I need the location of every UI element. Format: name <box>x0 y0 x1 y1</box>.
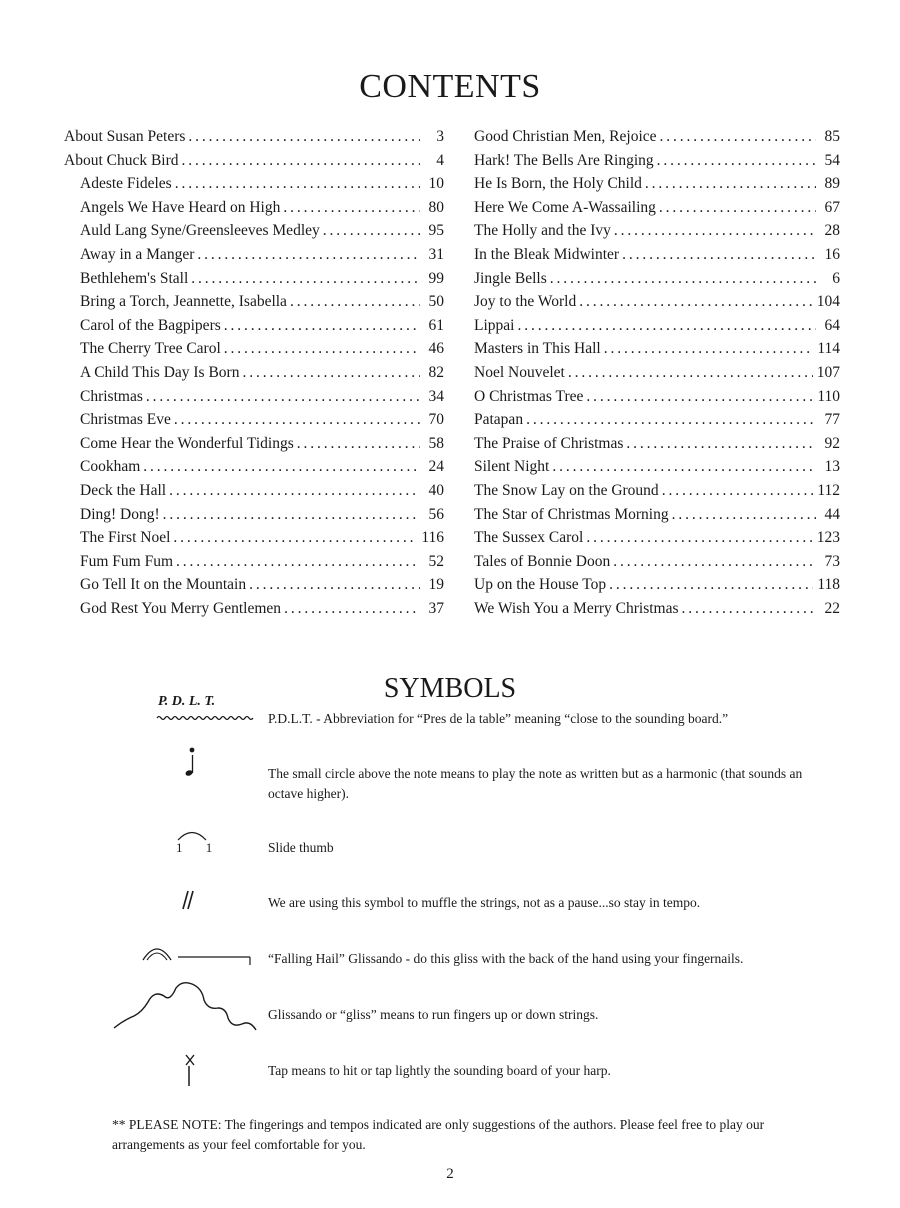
toc-entry <box>474 482 840 506</box>
toc-entry-title: The Cherry Tree Carol <box>80 340 221 358</box>
page-number: 2 <box>446 1166 454 1182</box>
please-note: ** PLEASE NOTE: The fingerings and tempos indicated are only suggestions of the authors. Please feel free to play our arrangements as your feel comfortable for you. <box>112 1117 765 1152</box>
toc-entry-page: 82 <box>428 363 444 381</box>
muffle-slash-icon <box>180 888 196 912</box>
toc-entry <box>474 340 840 364</box>
toc-entry-page: 114 <box>817 340 840 358</box>
toc-entry-title: Auld Lang Syne/Greensleeves Medley <box>80 222 320 240</box>
toc-entry <box>474 458 840 482</box>
toc-entry-page: 44 <box>824 505 840 523</box>
toc-entry <box>474 576 840 600</box>
toc-entry <box>474 152 840 176</box>
toc-leader-dots <box>197 246 420 264</box>
toc-entry-page: 31 <box>428 245 444 263</box>
toc-leader-dots <box>657 152 816 170</box>
toc-leader-dots <box>224 340 420 358</box>
toc-entry <box>474 317 840 341</box>
toc-right-column <box>474 128 840 623</box>
toc-entry-title: The Holly and the Ivy <box>474 222 611 240</box>
toc-leader-dots <box>249 576 420 594</box>
toc-entry-page: 67 <box>824 198 840 216</box>
toc-entry-title: Christmas Eve <box>80 411 171 429</box>
toc-entry <box>64 152 444 176</box>
toc-entry <box>64 600 444 624</box>
symbol-description-muffle: We are using this symbol to muffle the strings, not as a pause...so stay in tempo. <box>268 895 701 910</box>
toc-entry-page: 123 <box>816 529 840 547</box>
toc-entry-title: Ding! Dong! <box>80 505 160 523</box>
toc-entry-title: The Star of Christmas Morning <box>474 505 669 523</box>
toc-leader-dots <box>174 411 420 429</box>
toc-entry-title: The First Noel <box>80 529 171 547</box>
toc-leader-dots <box>224 317 420 335</box>
toc-entry-page: 10 <box>428 175 444 193</box>
glissando-wave-icon <box>110 978 262 1038</box>
toc-entry <box>474 222 840 246</box>
toc-leader-dots <box>586 529 812 547</box>
toc-entry-page: 34 <box>428 387 444 405</box>
toc-entry <box>64 246 444 270</box>
toc-entry <box>474 175 840 199</box>
toc-leader-dots <box>672 506 816 524</box>
toc-leader-dots <box>146 388 420 406</box>
symbol-description-glissando: Glissando or “gliss” means to run fingers up or down strings. <box>268 1007 599 1022</box>
toc-entry <box>64 175 444 199</box>
toc-entry-title: We Wish You a Merry Christmas <box>474 599 679 617</box>
toc-entry-page: 70 <box>428 411 444 429</box>
toc-leader-dots <box>283 199 420 217</box>
toc-entry-page: 4 <box>436 151 444 169</box>
symbol-description-slide-thumb: Slide thumb <box>268 840 334 855</box>
toc-entry <box>64 222 444 246</box>
toc-entry-title: About Susan Peters <box>64 128 186 145</box>
falling-hail-icon <box>140 942 254 966</box>
toc-entry-page: 6 <box>832 269 840 287</box>
toc-entry-title: Christmas <box>80 387 143 405</box>
toc-entry <box>64 270 444 294</box>
toc-leader-dots <box>169 482 420 500</box>
toc-entry-page: 116 <box>421 529 444 547</box>
toc-entry-title: O Christmas Tree <box>474 387 584 405</box>
toc-entry-title: Bethlehem's Stall <box>80 269 189 287</box>
toc-leader-dots <box>290 293 420 311</box>
toc-entry-title: Good Christian Men, Rejoice <box>474 128 657 145</box>
toc-entry-title: Carol of the Bagpipers <box>80 316 221 334</box>
toc-entry <box>474 364 840 388</box>
toc-entry <box>64 529 444 553</box>
toc-entry-page: 19 <box>428 576 444 594</box>
toc-leader-dots <box>242 364 420 382</box>
toc-leader-dots <box>323 222 420 240</box>
toc-entry-page: 89 <box>824 175 840 193</box>
toc-leader-dots <box>552 458 816 476</box>
toc-leader-dots <box>517 317 816 335</box>
toc-entry-title: The Praise of Christmas <box>474 434 624 452</box>
toc-entry <box>64 576 444 600</box>
toc-entry-title: Hark! The Bells Are Ringing <box>474 151 654 169</box>
symbol-description-tap: Tap means to hit or tap lightly the sounding board of your harp. <box>268 1063 611 1078</box>
toc-leader-dots <box>622 246 816 264</box>
toc-entry-title: Up on the House Top <box>474 576 607 594</box>
contents-title: CONTENTS <box>359 68 541 105</box>
toc-entry <box>474 600 840 624</box>
toc-entry-page: 37 <box>428 599 444 617</box>
toc-entry-page: 112 <box>817 481 840 499</box>
toc-leader-dots <box>188 128 420 146</box>
toc-entry-title: Noel Nouvelet <box>474 363 565 381</box>
toc-entry <box>474 293 840 317</box>
toc-leader-dots <box>284 600 420 618</box>
toc-entry-page: 52 <box>428 552 444 570</box>
toc-entry-title: He Is Born, the Holy Child <box>474 175 642 193</box>
toc-entry <box>64 128 444 152</box>
toc-entry-page: 16 <box>824 245 840 263</box>
toc-entry-page: 46 <box>428 340 444 358</box>
toc-leader-dots <box>297 435 420 453</box>
toc-entry-page: 77 <box>824 411 840 429</box>
toc-leader-dots <box>660 128 816 146</box>
toc-entry-page: 13 <box>824 458 840 476</box>
toc-leader-dots <box>613 553 816 571</box>
toc-entry <box>64 317 444 341</box>
toc-entry-page: 61 <box>428 316 444 334</box>
toc-entry <box>64 435 444 459</box>
toc-left-column <box>64 128 444 623</box>
toc-entry-page: 118 <box>817 576 840 594</box>
toc-entry-title: Joy to the World <box>474 293 577 311</box>
toc-entry-page: 54 <box>824 151 840 169</box>
toc-entry <box>474 435 840 459</box>
symbols-title: SYMBOLS <box>383 673 517 704</box>
toc-entry-page: 107 <box>816 363 840 381</box>
toc-entry-page: 104 <box>816 293 840 311</box>
toc-entry-title: Fum Fum Fum <box>80 552 174 570</box>
toc-entry-title: The Snow Lay on the Ground <box>474 481 659 499</box>
toc-entry <box>474 246 840 270</box>
pdlt-wavy-line-icon <box>156 714 254 722</box>
toc-entry-title: Masters in This Hall <box>474 340 601 358</box>
toc-leader-dots <box>550 270 816 288</box>
toc-entry <box>474 199 840 223</box>
toc-entry-title: Adeste Fideles <box>80 175 172 193</box>
toc-leader-dots <box>163 506 420 524</box>
toc-entry <box>474 506 840 530</box>
toc-entry-title: In the Bleak Midwinter <box>474 245 620 263</box>
toc-entry-page: 95 <box>428 222 444 240</box>
harmonic-note-icon <box>182 746 198 778</box>
toc-entry-title: Lippai <box>474 316 515 334</box>
toc-entry <box>64 364 444 388</box>
toc-leader-dots <box>173 529 417 547</box>
toc-entry <box>474 128 840 152</box>
toc-leader-dots <box>662 482 814 500</box>
toc-entry-title: Go Tell It on the Mountain <box>80 576 247 594</box>
toc-entry-title: Come Hear the Wonderful Tidings <box>80 434 294 452</box>
toc-entry-title: A Child This Day Is Born <box>80 363 240 381</box>
toc-entry-page: 73 <box>824 552 840 570</box>
toc-entry <box>64 553 444 577</box>
toc-entry-page: 22 <box>824 599 840 617</box>
toc-entry-title: Deck the Hall <box>80 481 167 499</box>
toc-leader-dots <box>182 152 420 170</box>
toc-entry-title: Angels We Have Heard on High <box>80 198 281 216</box>
toc-entry <box>474 529 840 553</box>
toc-entry <box>474 553 840 577</box>
toc-leader-dots <box>143 458 420 476</box>
toc-leader-dots <box>586 388 813 406</box>
toc-entry-page: 58 <box>428 434 444 452</box>
toc-leader-dots <box>626 435 816 453</box>
toc-leader-dots <box>191 270 420 288</box>
toc-entry <box>64 482 444 506</box>
toc-entry <box>64 411 444 435</box>
toc-entry-title: Tales of Bonnie Doon <box>474 552 611 570</box>
toc-entry <box>474 270 840 294</box>
toc-entry-title: Bring a Torch, Jeannette, Isabella <box>80 293 287 311</box>
symbol-description-falling-hail: “Falling Hail” Glissando - do this gliss with the back of the hand using your fingernails. <box>268 951 744 966</box>
toc-entry <box>64 388 444 412</box>
toc-entry-page: 24 <box>428 458 444 476</box>
toc-entry-page: 56 <box>428 505 444 523</box>
toc-entry <box>64 293 444 317</box>
toc-entry-title: Away in a Manger <box>80 245 195 263</box>
toc-leader-dots <box>175 175 420 193</box>
toc-entry <box>64 506 444 530</box>
toc-leader-dots <box>176 553 420 571</box>
toc-entry-title: The Sussex Carol <box>474 529 584 547</box>
toc-entry-title: About Chuck Bird <box>64 151 179 169</box>
toc-entry-page: 85 <box>824 128 840 145</box>
toc-entry-page: 99 <box>428 269 444 287</box>
symbol-description-pdlt: P.D.L.T. - Abbreviation for “Pres de la table” meaning “close to the sounding board.” <box>268 711 729 726</box>
toc-entry-title: Silent Night <box>474 458 550 476</box>
toc-entry-page: 80 <box>428 198 444 216</box>
toc-entry-page: 40 <box>428 481 444 499</box>
toc-entry <box>64 199 444 223</box>
symbol-description-harmonic: The small circle above the note means to play the note as written but as a harmonic (that sounds an octave higher). <box>268 766 803 801</box>
toc-entry <box>474 388 840 412</box>
toc-leader-dots <box>604 340 814 358</box>
slide-thumb-fingers: 1 1 <box>176 840 223 855</box>
toc-entry-title: Here We Come A-Wassailing <box>474 198 656 216</box>
toc-entry-title: Patapan <box>474 411 524 429</box>
toc-leader-dots <box>526 411 816 429</box>
toc-entry-page: 64 <box>824 316 840 334</box>
toc-entry <box>64 458 444 482</box>
toc-entry <box>64 340 444 364</box>
toc-entry-title: Cookham <box>80 458 141 476</box>
toc-leader-dots <box>682 600 816 618</box>
toc-leader-dots <box>614 222 816 240</box>
toc-leader-dots <box>609 576 813 594</box>
toc-entry-page: 92 <box>824 434 840 452</box>
toc-leader-dots <box>659 199 816 217</box>
pdlt-label: P. D. L. T. <box>158 694 216 709</box>
toc-entry <box>474 411 840 435</box>
toc-entry-title: God Rest You Merry Gentlemen <box>80 599 282 617</box>
toc-entry-page: 50 <box>428 293 444 311</box>
toc-leader-dots <box>568 364 813 382</box>
toc-entry-title: Jingle Bells <box>474 269 547 287</box>
toc-entry-page: 28 <box>824 222 840 240</box>
toc-entry-page: 3 <box>436 128 444 145</box>
toc-entry-page: 110 <box>817 387 840 405</box>
toc-leader-dots <box>645 175 816 193</box>
tap-x-icon <box>180 1052 200 1088</box>
toc-leader-dots <box>579 293 813 311</box>
